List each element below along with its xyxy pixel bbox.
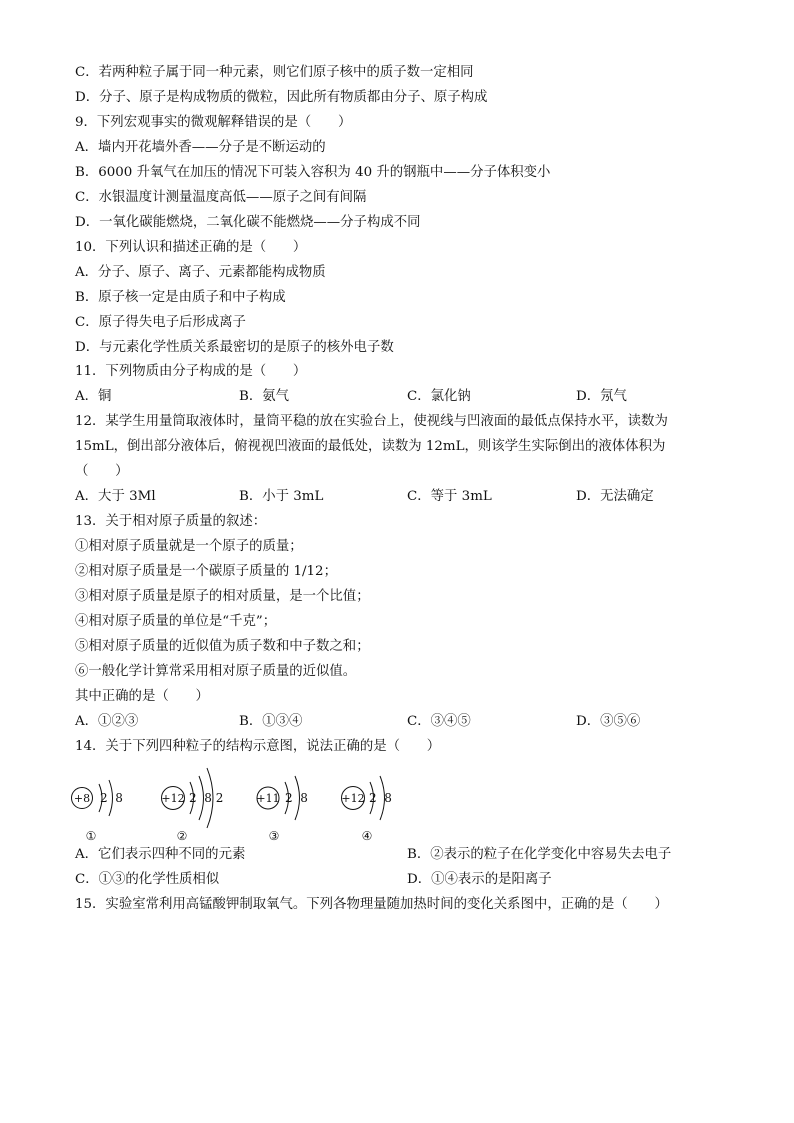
particle-1-label: ① — [85, 829, 97, 843]
particle-3-diagram — [256, 776, 308, 843]
particle-4-electrons: 2 8 — [369, 791, 392, 805]
particle-1-diagram — [72, 780, 123, 843]
q11-stem: 11．下列物质由分子构成的是（ ） — [75, 364, 307, 379]
q14-stem: 14．关于下列四种粒子的结构示意图，说法正确的是（ ） — [75, 739, 441, 754]
particle-4-nucleus: +12 — [341, 792, 365, 805]
q11-option-b: B．氨气 — [239, 389, 290, 404]
q12-option-b: B．小于 3mL — [239, 489, 324, 504]
q13-item-4: ④相对原子质量的单位是“千克”； — [75, 614, 277, 629]
q13-option-d: D．③⑤⑥ — [576, 714, 641, 729]
q12-option-a: A．大于 3Ml — [75, 489, 156, 504]
atomic-structure-diagrams — [66, 760, 406, 846]
q10-stem: 10．下列认识和描述正确的是（ ） — [75, 240, 307, 255]
q8-option-c: C．若两种粒子属于同一种元素，则它们原子核中的质子数一定相同 — [75, 65, 474, 80]
particle-2-diagram — [161, 768, 223, 843]
q14-option-b: B．②表示的粒子在化学变化中容易失去电子 — [407, 847, 672, 862]
q9-option-c: C．水银温度计测量温度高低——原子之间有间隔 — [75, 190, 367, 205]
particle-2-nucleus: +12 — [161, 792, 185, 805]
q10-option-b: B．原子核一定是由质子和中子构成 — [75, 290, 286, 305]
q9-option-d: D．一氧化碳能燃烧，二氧化碳不能燃烧——分子构成不同 — [75, 215, 421, 230]
q15-stem: 15．实验室常利用高锰酸钾制取氧气。下列各物理量随加热时间的变化关系图中，正确的是（ ） — [75, 897, 668, 912]
particle-3-label: ③ — [268, 829, 280, 843]
q13-stem: 13．关于相对原子质量的叙述： — [75, 514, 267, 529]
particle-3-electrons: 2 8 — [285, 791, 308, 805]
q13-question: 其中正确的是（ ） — [75, 689, 209, 704]
q8-option-d: D．分子、原子是构成物质的微粒，因此所有物质都由分子、原子构成 — [75, 90, 488, 105]
q14-option-d: D．①④表示的是阳离子 — [407, 872, 552, 887]
q13-option-a: A．①②③ — [75, 714, 139, 729]
q9-option-b: B．6000 升氧气在加压的情况下可装入容积为 40 升的钢瓶中——分子体积变小 — [75, 165, 551, 180]
particle-1-electrons: 2 8 — [100, 791, 123, 805]
q12-option-c: C．等于 3mL — [407, 489, 492, 504]
particle-4-label: ④ — [361, 829, 373, 843]
q12-stem-line1: 12．某学生用量筒取液体时，量筒平稳的放在实验台上，使视线与凹液面的最低点保持水平，读数为 — [75, 414, 668, 429]
q13-option-b: B．①③④ — [239, 714, 303, 729]
q10-option-d: D．与元素化学性质关系最密切的是原子的核外电子数 — [75, 340, 394, 355]
q9-stem: 9．下列宏观事实的微观解释错误的是（ ） — [75, 115, 352, 130]
q12-option-d: D．无法确定 — [576, 489, 654, 504]
q13-item-6: ⑥一般化学计算常采用相对原子质量的近似值。 — [75, 664, 357, 679]
q13-item-3: ③相对原子质量是原子的相对质量，是一个比值； — [75, 589, 370, 604]
q14-option-c: C．①③的化学性质相似 — [75, 872, 220, 887]
q13-item-1: ①相对原子质量就是一个原子的质量； — [75, 539, 303, 554]
particle-2-label: ② — [176, 829, 188, 843]
q12-stem-line2: 15mL，倒出部分液体后，俯视视凹液面的最低处，读数为 12mL，则该学生实际倒出的液体体积为 — [75, 439, 666, 454]
q12-stem-line3: （ ） — [75, 464, 129, 479]
q9-option-a: A．墙内开花墙外香——分子是不断运动的 — [75, 140, 326, 155]
particle-3-nucleus: +11 — [256, 792, 280, 805]
q11-option-c: C．氯化钠 — [407, 389, 471, 404]
q14-option-a: A．它们表示四种不同的元素 — [75, 847, 246, 862]
q10-option-a: A．分子、原子、离子、元素都能构成物质 — [75, 265, 326, 280]
q13-item-5: ⑤相对原子质量的近似值为质子数和中子数之和； — [75, 639, 370, 654]
particle-2-electrons: 2 8 2 — [189, 791, 224, 805]
q11-option-d: D．氖气 — [576, 389, 627, 404]
q13-item-2: ②相对原子质量是一个碳原子质量的 1/12； — [75, 564, 337, 579]
q13-option-c: C．③④⑤ — [407, 714, 471, 729]
q10-option-c: C．原子得失电子后形成离子 — [75, 315, 246, 330]
particle-1-nucleus: +8 — [73, 792, 91, 805]
particle-4-diagram — [341, 776, 392, 843]
q11-option-a: A．铜 — [75, 389, 112, 404]
